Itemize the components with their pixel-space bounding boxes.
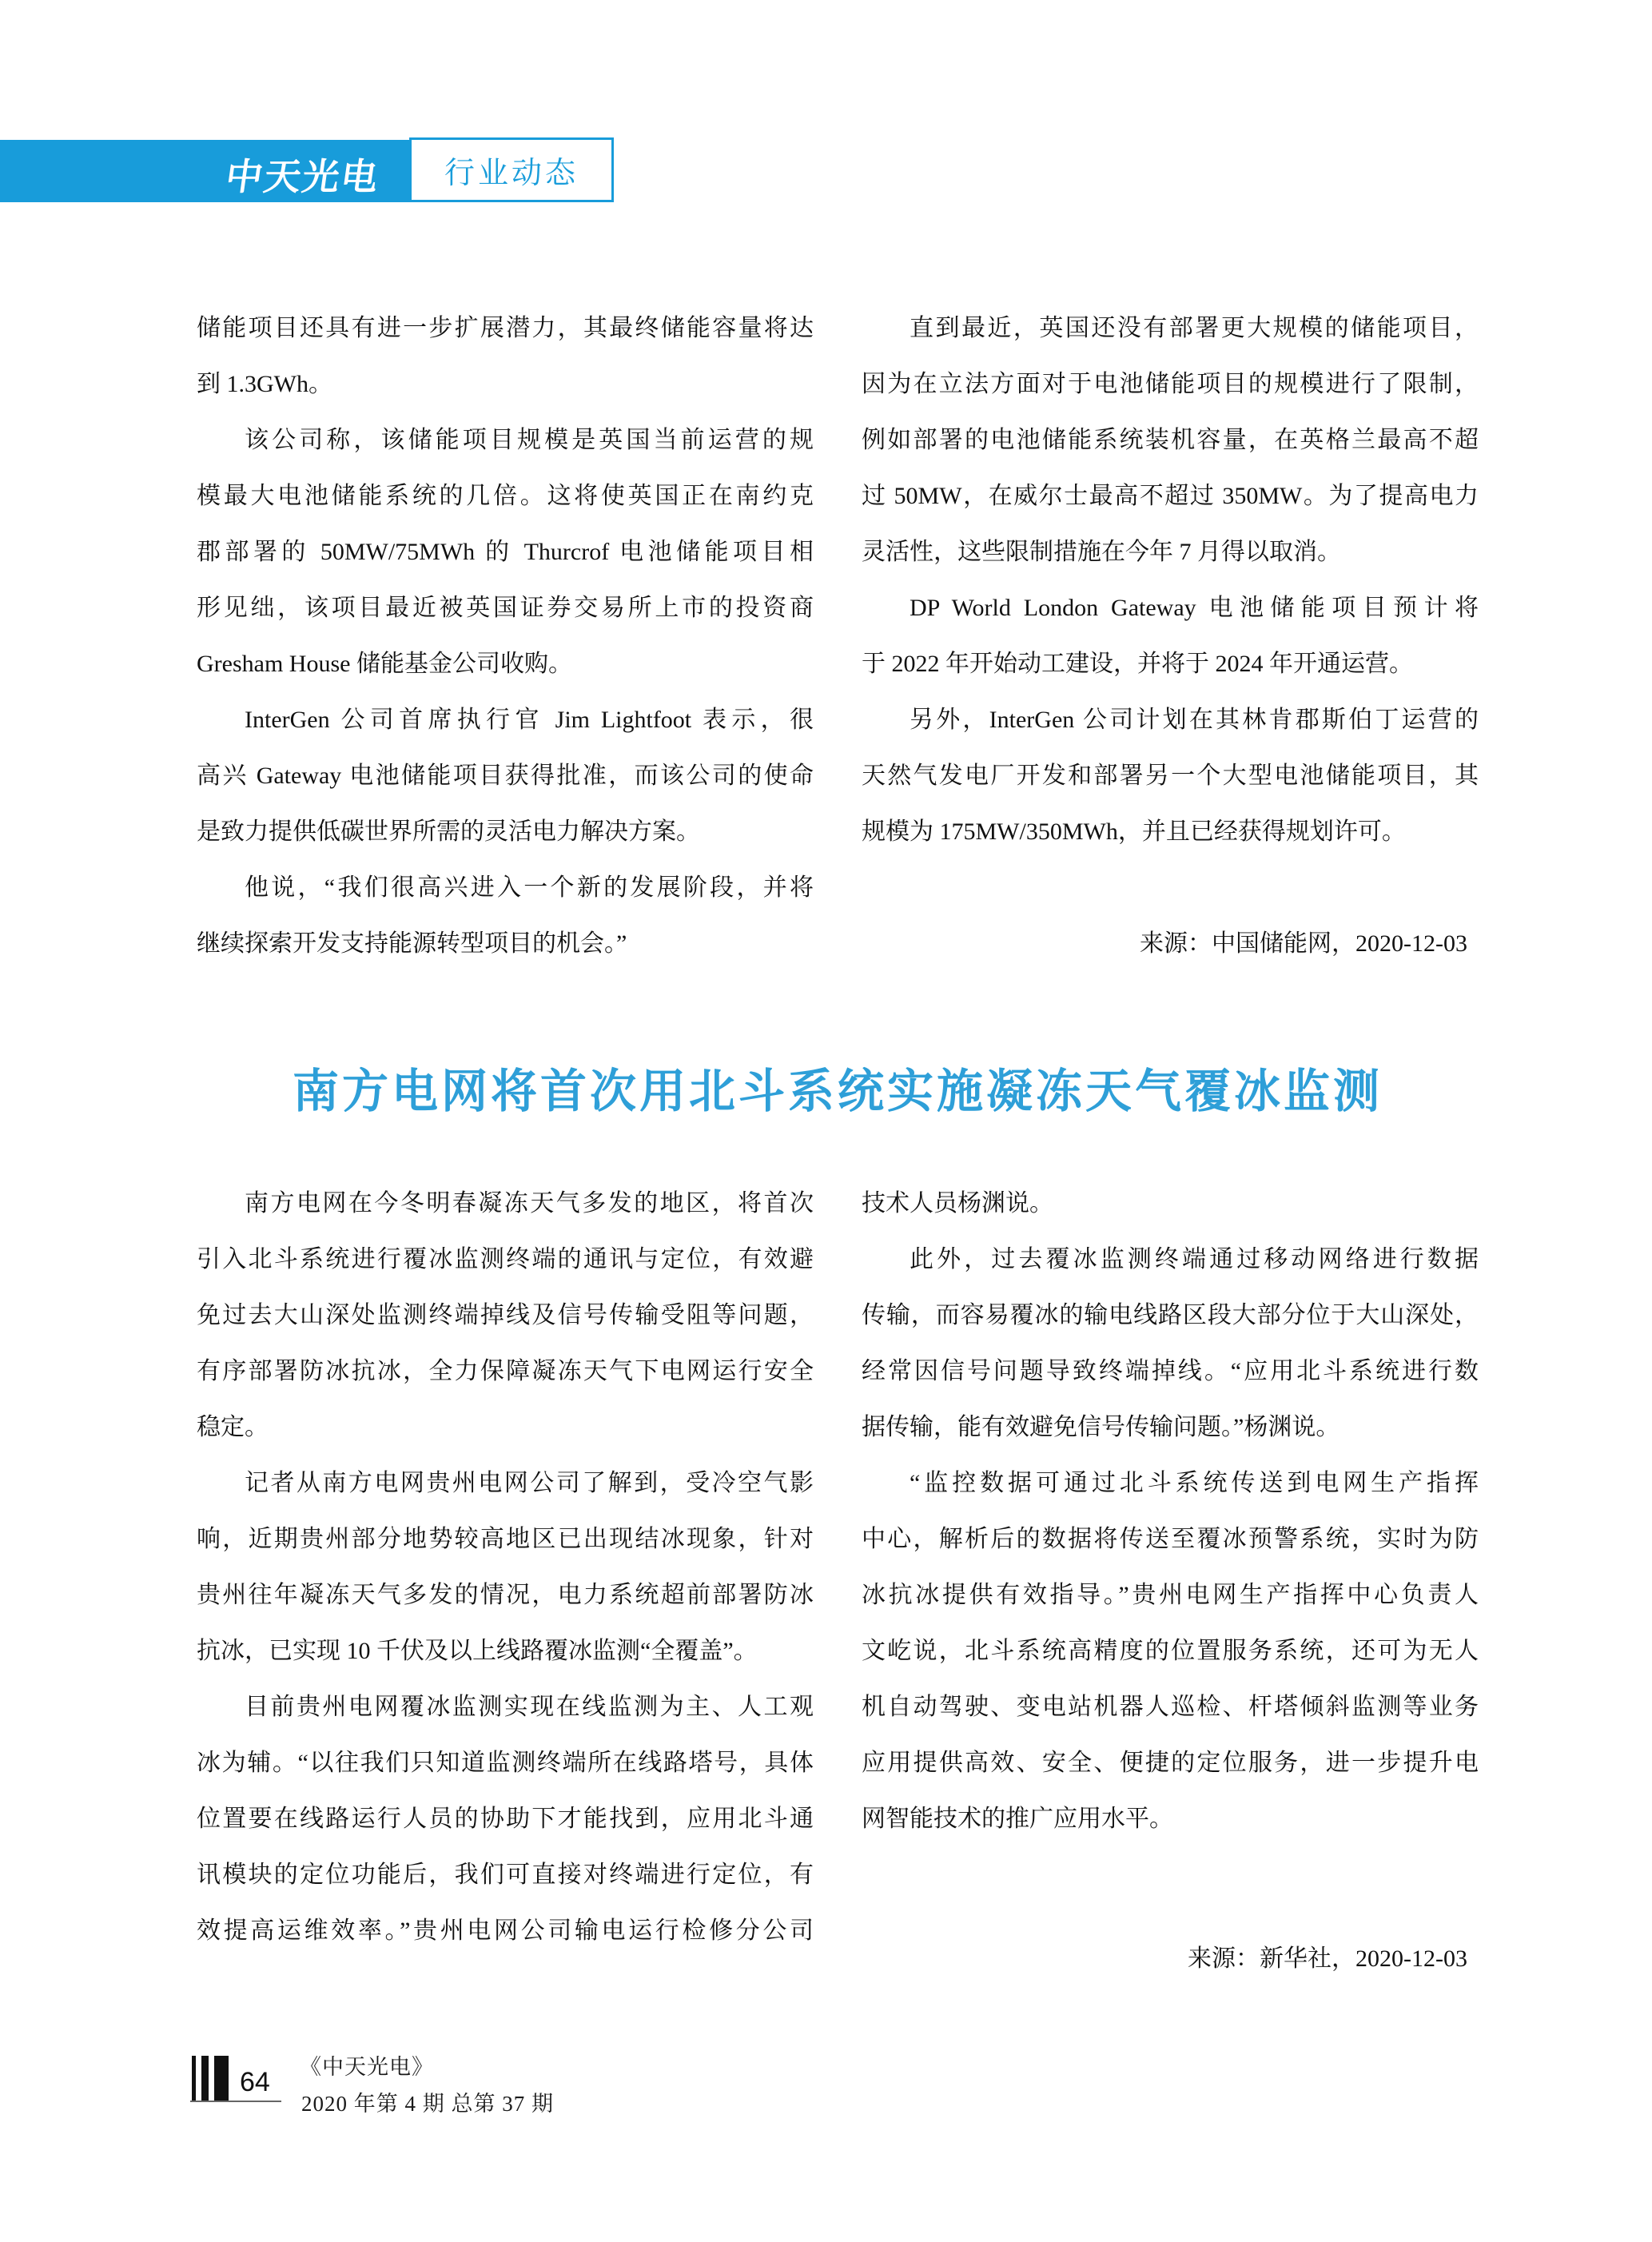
text-line: 储能项目还具有进一步扩展潜力，其最终储能容量将达 bbox=[197, 315, 814, 341]
text-line: 南方电网在今冬明春凝冻天气多发的地区，将首次 bbox=[245, 1190, 814, 1217]
issue-info: 2020 年第 4 期 总第 37 期 bbox=[301, 2092, 554, 2116]
text-line: 另外，InterGen 公司计划在其林肯郡斯伯丁运营的 bbox=[910, 707, 1479, 733]
article1-left-column bbox=[197, 301, 814, 972]
spacer bbox=[862, 860, 1479, 916]
text-line: 形见绌，该项目最近被英国证券交易所上市的投资商 bbox=[197, 595, 814, 621]
text-line: 天然气发电厂开发和部署另一个大型电池储能项目，其 bbox=[862, 763, 1479, 789]
text-line: 规模为 175MW/350MWh，并且已经获得规划许可。 bbox=[862, 818, 1406, 845]
text-line: 灵活性，这些限制措施在今年 7 月得以取消。 bbox=[862, 539, 1341, 565]
journal-name: 《中天光电》 bbox=[300, 2055, 434, 2079]
text-line: 目前贵州电网覆冰监测实现在线监测为主、人工观 bbox=[245, 1694, 814, 1720]
text-line: 直到最近，英国还没有部署更大规模的储能项目， bbox=[910, 315, 1479, 341]
page-number-bars-icon bbox=[192, 2056, 229, 2102]
footer-rule bbox=[190, 2101, 281, 2102]
text-line: 传输，而容易覆冰的输电线路区段大部分位于大山深处， bbox=[862, 1302, 1479, 1328]
text-line: 位置要在线路运行人员的协助下才能找到，应用北斗通 bbox=[197, 1806, 814, 1832]
section-tab-label: 行业动态 bbox=[444, 157, 579, 190]
text-line: 机自动驾驶、变电站机器人巡检、杆塔倾斜监测等业务 bbox=[862, 1694, 1479, 1720]
section-tab-industry-news bbox=[409, 137, 614, 202]
text-line: 稳定。 bbox=[197, 1414, 269, 1440]
bar-medium bbox=[201, 2056, 209, 2102]
text-line: 例如部署的电池储能系统装机容量，在英格兰最高不超 bbox=[862, 427, 1479, 453]
text-line: 因为在立法方面对于电池储能项目的规模进行了限制， bbox=[862, 371, 1479, 397]
text-line: DP World London Gateway 电池储能项目预计将 bbox=[910, 595, 1479, 621]
page-number: 64 bbox=[240, 2067, 270, 2097]
article1-right-column bbox=[862, 301, 1479, 972]
text-line: 技术人员杨渊说。 bbox=[862, 1190, 1053, 1217]
article2-title: 南方电网将首次用北斗系统实施凝冻天气覆冰监测 bbox=[292, 1065, 1383, 1117]
text-line: 中心，解析后的数据将传送至覆冰预警系统，实时为防 bbox=[862, 1526, 1479, 1552]
source-line: 来源：中国储能网，2020-12-03 bbox=[1140, 930, 1467, 957]
text-line: InterGen 公司首席执行官 Jim Lightfoot 表示，很 bbox=[245, 707, 814, 733]
text-line: 冰为辅。“以往我们只知道监测终端所在线路塔号，具体 bbox=[197, 1750, 814, 1776]
spacer bbox=[862, 1847, 1479, 1931]
text-line: 讯模块的定位功能后，我们可直接对终端进行定位，有 bbox=[197, 1862, 814, 1888]
text-line: 继续探索开发支持能源转型项目的机会。” bbox=[197, 930, 627, 957]
text-line: 该公司称，该储能项目规模是英国当前运营的规 bbox=[245, 427, 814, 453]
article2-left-column bbox=[197, 1176, 814, 1959]
header-bar bbox=[0, 140, 409, 202]
journal-logo: 中天光电 bbox=[222, 157, 383, 197]
source-line: 来源：新华社，2020-12-03 bbox=[1188, 1945, 1467, 1972]
text-line: 有序部署防冰抗冰，全力保障凝冻天气下电网运行安全 bbox=[197, 1358, 814, 1384]
text-line: 高兴 Gateway 电池储能项目获得批准，而该公司的使命 bbox=[197, 763, 814, 789]
text-line: 于 2022 年开始动工建设，并将于 2024 年开通运营。 bbox=[862, 651, 1413, 677]
text-line: 是致力提供低碳世界所需的灵活电力解决方案。 bbox=[197, 818, 700, 845]
text-line: 郡部署的 50MW/75MWh 的 Thurcrof 电池储能项目相 bbox=[197, 539, 814, 565]
text-line: 模最大电池储能系统的几倍。这将使英国正在南约克 bbox=[197, 483, 814, 509]
text-line: 响，近期贵州部分地势较高地区已出现结冰现象，针对 bbox=[197, 1526, 814, 1552]
text-line: 贵州往年凝冻天气多发的情况，电力系统超前部署防冰 bbox=[197, 1582, 814, 1608]
text-line: 经常因信号问题导致终端掉线。“应用北斗系统进行数 bbox=[862, 1358, 1479, 1384]
text-line: 此外，过去覆冰监测终端通过移动网络进行数据 bbox=[910, 1246, 1479, 1272]
text-line: 据传输，能有效避免信号传输问题。”杨渊说。 bbox=[862, 1414, 1340, 1440]
text-line: 引入北斗系统进行覆冰监测终端的通讯与定位，有效避 bbox=[197, 1246, 814, 1272]
text-line: 冰抗冰提供有效指导。”贵州电网生产指挥中心负责人 bbox=[862, 1582, 1479, 1608]
text-line: 效提高运维效率。”贵州电网公司输电运行检修分公司 bbox=[197, 1917, 814, 1944]
text-line: 记者从南方电网贵州电网公司了解到，受冷空气影 bbox=[245, 1470, 814, 1496]
text-line: 网智能技术的推广应用水平。 bbox=[862, 1806, 1173, 1832]
text-line: 抗冰，已实现 10 千伏及以上线路覆冰监测“全覆盖”。 bbox=[197, 1638, 758, 1664]
text-line: 他说，“我们很高兴进入一个新的发展阶段，并将 bbox=[245, 874, 814, 901]
text-line: 应用提供高效、安全、便捷的定位服务，进一步提升电 bbox=[862, 1750, 1479, 1776]
text-line: “监控数据可通过北斗系统传送到电网生产指挥 bbox=[910, 1470, 1479, 1496]
text-line: 文屹说，北斗系统高精度的位置服务系统，还可为无人 bbox=[862, 1638, 1479, 1664]
text-line: 免过去大山深处监测终端掉线及信号传输受阻等问题， bbox=[197, 1302, 814, 1328]
bar-thick bbox=[214, 2056, 229, 2102]
article2-right-column bbox=[862, 1176, 1479, 1987]
text-line: Gresham House 储能基金公司收购。 bbox=[197, 651, 572, 677]
text-line: 过 50MW，在威尔士最高不超过 350MW。为了提高电力 bbox=[862, 483, 1479, 509]
text-line: 到 1.3GWh。 bbox=[197, 371, 332, 397]
bar-thin bbox=[192, 2056, 196, 2102]
